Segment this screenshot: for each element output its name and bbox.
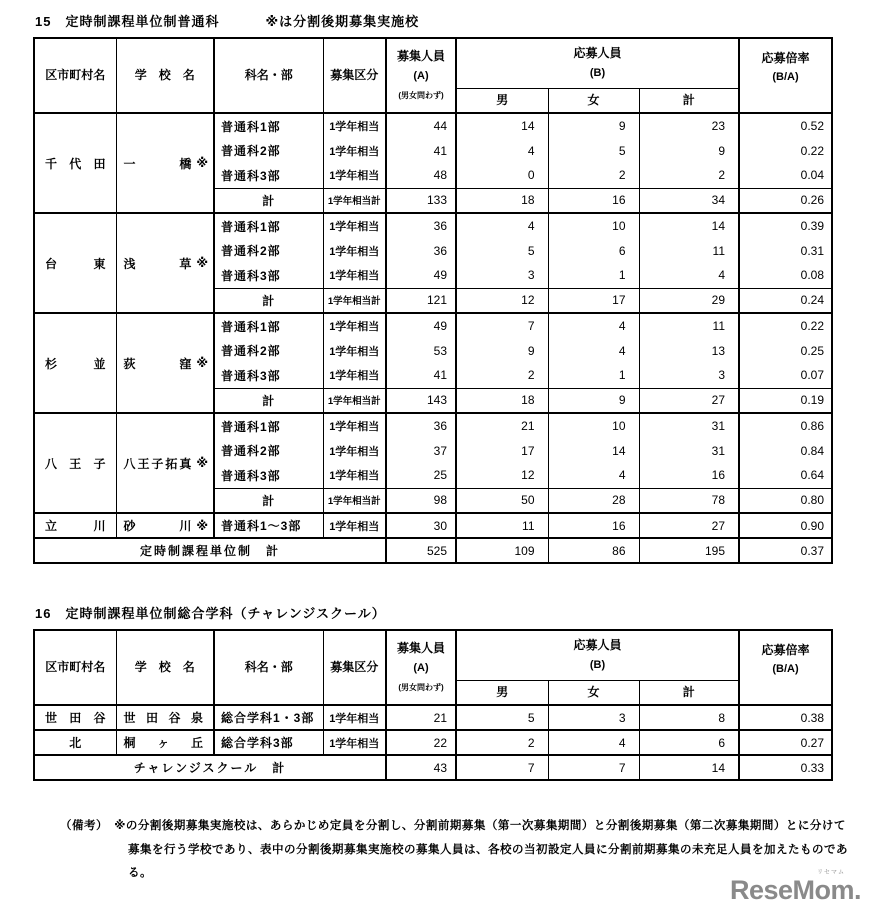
category-cell: 1学年相当 — [323, 263, 386, 288]
header-applicants: 応募人員 (B) — [456, 38, 739, 88]
total-applicants-cell: 8 — [639, 705, 739, 730]
dept-cell: 普通科3部 — [214, 363, 323, 388]
total-applicants-cell: 29 — [639, 288, 739, 313]
school-cell — [116, 730, 214, 755]
header-capacity: 募集人員 (A) (男女問わず) — [386, 38, 456, 113]
name-char: 桐 — [123, 736, 136, 750]
table-15-part-time-general — [33, 37, 833, 564]
ratio-cell: 0.27 — [739, 730, 832, 755]
justified-name — [124, 155, 192, 172]
dept-cell: 普通科2部 — [214, 138, 323, 163]
table-row — [34, 313, 832, 338]
dept-cell: 普通科2部 — [214, 438, 323, 463]
name-char: 杉 — [45, 356, 58, 371]
name-char: ヶ — [157, 736, 170, 750]
female-applicants-cell: 4 — [548, 338, 639, 363]
name-char: 千 — [45, 156, 58, 171]
header-total: 計 — [639, 680, 739, 705]
ratio-cell: 0.37 — [739, 538, 832, 563]
ratio-cell: 0.84 — [739, 438, 832, 463]
justified-name — [45, 709, 106, 726]
header-capacity: 募集人員 (A) (男女問わず) — [386, 630, 456, 705]
ratio-cell: 0.22 — [739, 313, 832, 338]
school-cell — [116, 513, 214, 538]
dept-cell: 総合学科1・3部 — [214, 705, 323, 730]
table-row — [34, 730, 832, 755]
category-cell: 1学年相当計 — [323, 288, 386, 313]
category-cell: 1学年相当 — [323, 338, 386, 363]
male-applicants-cell: 3 — [456, 263, 548, 288]
male-applicants-cell: 5 — [456, 238, 548, 263]
ratio-cell: 0.38 — [739, 705, 832, 730]
male-applicants-cell: 7 — [456, 313, 548, 338]
female-applicants-cell: 1 — [548, 363, 639, 388]
male-applicants-cell: 4 — [456, 138, 548, 163]
table-row — [34, 213, 832, 238]
female-applicants-cell: 14 — [548, 438, 639, 463]
male-applicants-cell: 12 — [456, 463, 548, 488]
header-dept: 科名・部 — [214, 38, 323, 113]
school-name — [124, 355, 209, 372]
justified-name — [45, 355, 106, 372]
name-char: 泉 — [190, 711, 203, 725]
category-cell: 1学年相当 — [323, 113, 386, 138]
female-applicants-cell: 3 — [548, 705, 639, 730]
school-cell — [116, 705, 214, 730]
ratio-cell: 0.25 — [739, 338, 832, 363]
capacity-cell: 36 — [386, 413, 456, 438]
split-recruit-mark: ※ — [196, 356, 208, 370]
name-char: 田 — [93, 156, 106, 171]
grand-total-label: 定時制課程単位制 計 — [34, 538, 386, 563]
justified-name — [124, 255, 192, 272]
female-applicants-cell: 86 — [548, 538, 639, 563]
table-row — [34, 513, 832, 538]
category-cell: 1学年相当 — [323, 438, 386, 463]
table-16-body — [34, 705, 832, 780]
category-cell: 1学年相当 — [323, 163, 386, 188]
male-applicants-cell: 21 — [456, 413, 548, 438]
total-applicants-cell: 195 — [639, 538, 739, 563]
name-char: 北 — [69, 736, 82, 750]
header-category: 募集区分 — [323, 630, 386, 705]
total-applicants-cell: 14 — [639, 213, 739, 238]
section-15-title — [35, 11, 871, 30]
district-cell — [34, 705, 116, 730]
school-name — [124, 709, 209, 726]
ratio-cell: 0.52 — [739, 113, 832, 138]
header-male: 男 — [456, 680, 548, 705]
male-applicants-cell: 18 — [456, 188, 548, 213]
name-char: 一 — [123, 156, 136, 171]
justified-name — [124, 709, 204, 726]
male-applicants-cell: 14 — [456, 113, 548, 138]
category-cell: 1学年相当 — [323, 138, 386, 163]
school-cell — [116, 213, 214, 313]
remarks-line-2: 募集を行う学校であり、表中の分割後期募集実施校の募集人員は、各校の当初設定人員に分割前期募集の未充足人員を加えたものである。 — [128, 843, 848, 880]
capacity-cell: 25 — [386, 463, 456, 488]
dept-cell: 計 — [214, 388, 323, 413]
header-school: 学 校 名 — [116, 630, 214, 705]
ratio-cell: 0.24 — [739, 288, 832, 313]
female-applicants-cell: 4 — [548, 463, 639, 488]
female-applicants-cell: 10 — [548, 413, 639, 438]
female-applicants-cell: 17 — [548, 288, 639, 313]
total-applicants-cell: 23 — [639, 113, 739, 138]
capacity-cell: 36 — [386, 213, 456, 238]
name-char: 東 — [93, 256, 106, 271]
female-applicants-cell: 10 — [548, 213, 639, 238]
justified-name — [45, 255, 106, 272]
category-cell: 1学年相当 — [323, 705, 386, 730]
remarks-label: （備考） — [60, 820, 103, 832]
male-applicants-cell: 109 — [456, 538, 548, 563]
capacity-cell: 525 — [386, 538, 456, 563]
table-16-header — [34, 630, 832, 705]
name-char: 谷 — [168, 711, 181, 725]
header-dept: 科名・部 — [214, 630, 323, 705]
male-applicants-cell: 12 — [456, 288, 548, 313]
school-name — [124, 734, 209, 751]
total-applicants-cell: 34 — [639, 188, 739, 213]
name-char: 川 — [93, 519, 106, 533]
section-15-note: ※は分割後期募集実施校 — [265, 14, 420, 29]
name-char: 川 — [179, 519, 192, 533]
header-district: 区市町村名 — [34, 630, 116, 705]
justified-name — [45, 155, 106, 172]
name-char: 八 — [123, 456, 136, 471]
name-char: 立 — [45, 519, 58, 533]
male-applicants-cell: 2 — [456, 363, 548, 388]
ratio-cell: 0.08 — [739, 263, 832, 288]
capacity-cell: 41 — [386, 363, 456, 388]
dept-cell: 普通科3部 — [214, 163, 323, 188]
capacity-cell: 53 — [386, 338, 456, 363]
dept-cell: 普通科1部 — [214, 413, 323, 438]
district-cell — [34, 213, 116, 313]
header-district: 区市町村名 — [34, 38, 116, 113]
total-applicants-cell: 9 — [639, 138, 739, 163]
school-cell — [116, 113, 214, 213]
dept-cell: 計 — [214, 188, 323, 213]
section-16-title — [35, 603, 871, 622]
male-applicants-cell: 11 — [456, 513, 548, 538]
male-applicants-cell: 17 — [456, 438, 548, 463]
remarks-line-1: （備考） ※の分割後期募集実施校は、あらかじめ定員を分割し、分割前期募集（第一次募集期間）と分割後期募集（第二次募集期間）とに分けて — [60, 820, 846, 832]
header-total: 計 — [639, 88, 739, 113]
header-school: 学 校 名 — [116, 38, 214, 113]
female-applicants-cell: 6 — [548, 238, 639, 263]
category-cell: 1学年相当計 — [323, 388, 386, 413]
category-cell: 1学年相当 — [323, 730, 386, 755]
capacity-cell: 143 — [386, 388, 456, 413]
total-applicants-cell: 31 — [639, 438, 739, 463]
resemom-logo-text: ReseMom. — [729, 875, 861, 905]
male-applicants-cell: 5 — [456, 705, 548, 730]
capacity-cell: 98 — [386, 488, 456, 513]
total-applicants-cell: 13 — [639, 338, 739, 363]
school-name — [124, 455, 209, 472]
total-applicants-cell: 31 — [639, 413, 739, 438]
split-recruit-mark: ※ — [196, 256, 208, 270]
capacity-cell: 43 — [386, 755, 456, 780]
total-applicants-cell: 16 — [639, 463, 739, 488]
resemom-logo-ruby: リセマム — [817, 870, 845, 876]
male-applicants-cell: 50 — [456, 488, 548, 513]
name-char: 窪 — [179, 356, 192, 371]
ratio-cell: 0.39 — [739, 213, 832, 238]
capacity-cell: 36 — [386, 238, 456, 263]
split-recruit-mark: ※ — [196, 156, 208, 170]
district-cell — [34, 113, 116, 213]
total-applicants-cell: 6 — [639, 730, 739, 755]
dept-cell: 普通科2部 — [214, 238, 323, 263]
dept-cell: 普通科1部 — [214, 213, 323, 238]
justified-name — [124, 455, 192, 472]
ratio-cell: 0.86 — [739, 413, 832, 438]
dept-cell: 普通科1～3部 — [214, 513, 323, 538]
table-15-body — [34, 113, 832, 563]
school-name — [124, 155, 209, 172]
district-cell — [34, 413, 116, 513]
capacity-cell: 44 — [386, 113, 456, 138]
total-applicants-cell: 11 — [639, 313, 739, 338]
name-char: 王 — [69, 456, 82, 471]
grand-total-row — [34, 755, 832, 780]
header-female: 女 — [548, 680, 639, 705]
ratio-cell: 0.80 — [739, 488, 832, 513]
name-char: 谷 — [93, 711, 106, 725]
ratio-cell: 0.04 — [739, 163, 832, 188]
name-char: 田 — [69, 711, 82, 725]
category-cell: 1学年相当 — [323, 238, 386, 263]
table-15-header — [34, 38, 832, 113]
name-char: 拓 — [165, 456, 178, 471]
male-applicants-cell: 9 — [456, 338, 548, 363]
district-cell — [34, 730, 116, 755]
school-cell — [116, 313, 214, 413]
ratio-cell: 0.19 — [739, 388, 832, 413]
name-char: 砂 — [123, 519, 136, 533]
female-applicants-cell: 4 — [548, 313, 639, 338]
capacity-cell: 30 — [386, 513, 456, 538]
name-char: 世 — [123, 711, 136, 725]
category-cell: 1学年相当計 — [323, 188, 386, 213]
capacity-cell: 22 — [386, 730, 456, 755]
ratio-cell: 0.90 — [739, 513, 832, 538]
resemom-logo — [730, 870, 861, 904]
grand-total-row — [34, 538, 832, 563]
ratio-cell: 0.33 — [739, 755, 832, 780]
table-row — [34, 113, 832, 138]
ratio-cell: 0.31 — [739, 238, 832, 263]
female-applicants-cell: 16 — [548, 188, 639, 213]
dept-cell: 普通科1部 — [214, 113, 323, 138]
female-applicants-cell: 1 — [548, 263, 639, 288]
total-applicants-cell: 11 — [639, 238, 739, 263]
total-applicants-cell: 27 — [639, 513, 739, 538]
section-15-heading: 定時制課程単位制普通科 — [65, 14, 220, 29]
male-applicants-cell: 7 — [456, 755, 548, 780]
name-char: 丘 — [190, 736, 203, 750]
name-char: 真 — [179, 456, 192, 471]
name-char: 浅 — [123, 256, 136, 271]
dept-cell: 普通科3部 — [214, 263, 323, 288]
header-ratio: 応募倍率 (B/A) — [739, 38, 832, 113]
female-applicants-cell: 2 — [548, 163, 639, 188]
name-char: 八 — [45, 456, 58, 471]
name-char: 代 — [69, 156, 82, 171]
name-char: 草 — [179, 256, 192, 271]
dept-cell: 普通科1部 — [214, 313, 323, 338]
name-char: 田 — [145, 711, 158, 725]
header-applicants: 応募人員 (B) — [456, 630, 739, 680]
school-name — [124, 517, 209, 534]
female-applicants-cell: 28 — [548, 488, 639, 513]
category-cell: 1学年相当 — [323, 463, 386, 488]
header-male: 男 — [456, 88, 548, 113]
section-15-number: 15 — [35, 14, 52, 29]
ratio-cell: 0.22 — [739, 138, 832, 163]
female-applicants-cell: 16 — [548, 513, 639, 538]
total-applicants-cell: 27 — [639, 388, 739, 413]
total-applicants-cell: 4 — [639, 263, 739, 288]
female-applicants-cell: 4 — [548, 730, 639, 755]
capacity-cell: 41 — [386, 138, 456, 163]
name-char: 橋 — [179, 156, 192, 171]
school-name — [124, 255, 209, 272]
justified-name — [45, 734, 106, 751]
table-16-challenge-school — [33, 629, 833, 781]
category-cell: 1学年相当計 — [323, 488, 386, 513]
male-applicants-cell: 2 — [456, 730, 548, 755]
name-char: 荻 — [123, 356, 136, 371]
name-char: 子 — [93, 456, 106, 471]
district-cell — [34, 513, 116, 538]
capacity-cell: 49 — [386, 263, 456, 288]
female-applicants-cell: 9 — [548, 113, 639, 138]
dept-cell: 普通科3部 — [214, 463, 323, 488]
table-row — [34, 705, 832, 730]
capacity-cell: 49 — [386, 313, 456, 338]
category-cell: 1学年相当 — [323, 213, 386, 238]
ratio-cell: 0.64 — [739, 463, 832, 488]
name-char: 台 — [45, 256, 58, 271]
name-char: 子 — [151, 456, 164, 471]
name-char: 世 — [45, 711, 58, 725]
dept-cell: 総合学科3部 — [214, 730, 323, 755]
grand-total-label: チャレンジスクール 計 — [34, 755, 386, 780]
split-recruit-mark: ※ — [196, 518, 208, 533]
table-row — [34, 413, 832, 438]
header-ratio: 応募倍率 (B/A) — [739, 630, 832, 705]
male-applicants-cell: 4 — [456, 213, 548, 238]
male-applicants-cell: 18 — [456, 388, 548, 413]
category-cell: 1学年相当 — [323, 363, 386, 388]
justified-name — [45, 517, 106, 534]
justified-name — [124, 355, 192, 372]
capacity-cell: 121 — [386, 288, 456, 313]
district-cell — [34, 313, 116, 413]
capacity-cell: 37 — [386, 438, 456, 463]
name-char: 王 — [137, 456, 150, 471]
category-cell: 1学年相当 — [323, 513, 386, 538]
female-applicants-cell: 9 — [548, 388, 639, 413]
capacity-cell: 133 — [386, 188, 456, 213]
total-applicants-cell: 78 — [639, 488, 739, 513]
category-cell: 1学年相当 — [323, 413, 386, 438]
split-recruit-mark: ※ — [196, 456, 208, 470]
total-applicants-cell: 3 — [639, 363, 739, 388]
section-16-heading: 定時制課程単位制総合学科（チャレンジスクール） — [65, 606, 386, 621]
capacity-cell: 48 — [386, 163, 456, 188]
total-applicants-cell: 2 — [639, 163, 739, 188]
dept-cell: 普通科2部 — [214, 338, 323, 363]
category-cell: 1学年相当 — [323, 313, 386, 338]
dept-cell: 計 — [214, 288, 323, 313]
female-applicants-cell: 5 — [548, 138, 639, 163]
ratio-cell: 0.26 — [739, 188, 832, 213]
male-applicants-cell: 0 — [456, 163, 548, 188]
justified-name — [124, 734, 204, 751]
total-applicants-cell: 14 — [639, 755, 739, 780]
section-16-number: 16 — [35, 606, 52, 621]
ratio-cell: 0.07 — [739, 363, 832, 388]
name-char: 並 — [93, 356, 106, 371]
header-category: 募集区分 — [323, 38, 386, 113]
school-cell — [116, 413, 214, 513]
justified-name — [124, 517, 192, 534]
dept-cell: 計 — [214, 488, 323, 513]
justified-name — [45, 455, 106, 472]
header-female: 女 — [548, 88, 639, 113]
female-applicants-cell: 7 — [548, 755, 639, 780]
capacity-cell: 21 — [386, 705, 456, 730]
